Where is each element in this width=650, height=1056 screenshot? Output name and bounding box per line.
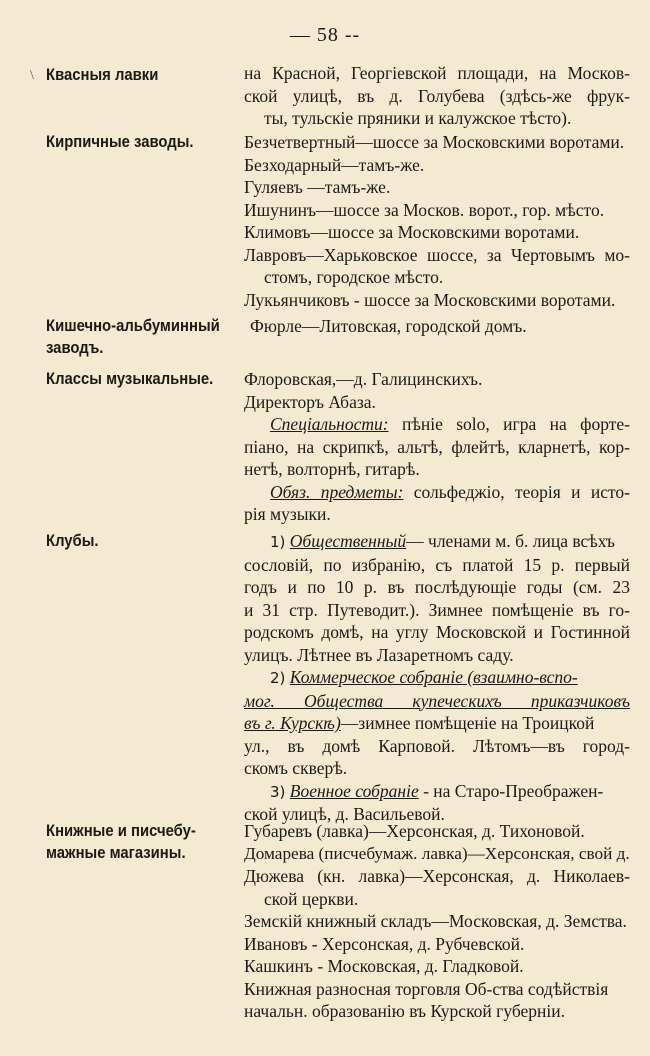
specialties-text: пѣніе solo, игра на форте- bbox=[401, 414, 631, 434]
club-number: 1) bbox=[270, 533, 286, 551]
body-line: начальн. образованію въ Курской губерніи. bbox=[244, 1001, 566, 1021]
club-text: — членами м. б. лица всѣхъ bbox=[406, 531, 615, 551]
entry-title bbox=[46, 368, 222, 390]
body-line: рія музыки. bbox=[244, 504, 331, 524]
club-name: Коммерческое собраніе (взаимно-вспо- bbox=[289, 667, 578, 687]
body-line: скомъ скверѣ. bbox=[244, 758, 348, 778]
body-line: Флоровская,—д. Галицинскихъ. bbox=[244, 369, 483, 389]
body-line: Домарева (писчебумаж. лавка)—Херсонская, свой д. bbox=[244, 843, 630, 863]
body-line: ты, тульскіе пряники и калужское тѣсто). bbox=[264, 108, 572, 128]
entry-body bbox=[244, 530, 630, 826]
body-line: Кашкинъ - Московская, д. Гладковой. bbox=[244, 956, 524, 976]
body-line: Безчетвертный—шоссе за Московскими воротами. bbox=[244, 132, 625, 152]
body-line: Лавровъ—Харьковское шоссе, за Чертовымъ мо- bbox=[244, 244, 630, 265]
title-line: заводъ. bbox=[46, 339, 104, 357]
body-line: ской церкви. bbox=[264, 888, 359, 909]
stray-mark: \ bbox=[30, 68, 34, 83]
body-line: сословій, по избранію, съ платой 15 р. первый bbox=[244, 554, 630, 575]
entry-title bbox=[46, 64, 222, 86]
page-number: — 58 -- bbox=[289, 24, 361, 46]
body-line bbox=[244, 780, 630, 804]
body-line: Дюжева (кн. лавка)—Херсонская, д. Николаев- bbox=[244, 866, 630, 886]
entry-title bbox=[46, 131, 222, 153]
entry-title bbox=[46, 820, 222, 864]
obligatory-label: Обяз. предметы: bbox=[270, 481, 404, 502]
entry-body bbox=[244, 62, 630, 130]
body-line: піано, на скрипкѣ, альтѣ, флейтѣ, кларнетѣ, кор- bbox=[244, 436, 630, 457]
body-line: стомъ, городское мѣсто. bbox=[264, 267, 444, 287]
entry-body bbox=[244, 820, 630, 1023]
body-line: Губаревъ (лавка)—Херсонская, д. Тихоновой. bbox=[244, 821, 585, 841]
body-line: улицъ. Лѣтнее въ Лазаретномъ саду. bbox=[244, 644, 514, 665]
body-line: Земскій книжный складъ—Московская, д. Земства. bbox=[244, 911, 627, 931]
body-line bbox=[244, 666, 630, 690]
obligatory-text: сольфеджіо, теорія и исто- bbox=[413, 481, 631, 502]
title-line: мажные магазины. bbox=[46, 844, 186, 862]
body-line: Ивановъ - Херсонская, д. Рубчевской. bbox=[244, 933, 525, 954]
entry-body bbox=[244, 131, 630, 311]
body-line: ской улицѣ, въ д. Голубева (здѣсь-же фрук- bbox=[244, 85, 630, 106]
specialties-label: Спеціальности: bbox=[270, 414, 389, 434]
title-line: Кирпичные заводы. bbox=[46, 133, 194, 151]
title-line: Клубы. bbox=[46, 532, 99, 550]
club-name: мог. Общества купеческихъ приказчиковъ bbox=[244, 690, 630, 711]
body-line: Директоръ Абаза. bbox=[244, 391, 376, 412]
club-name: Военное собраніе bbox=[289, 780, 419, 801]
title-line: Классы музыкальные. bbox=[46, 370, 214, 388]
body-line bbox=[244, 481, 630, 504]
body-line bbox=[244, 712, 630, 735]
club-number: 2) bbox=[270, 669, 286, 687]
club-text: - на Старо-Преображен- bbox=[423, 780, 604, 801]
club-number: 3) bbox=[270, 782, 286, 801]
title-line: Кишечно-альбуминный bbox=[46, 317, 220, 335]
body-line: нетѣ, волторнѣ, гитарѣ. bbox=[244, 459, 420, 479]
entry-body bbox=[250, 315, 636, 338]
entry-body bbox=[244, 368, 630, 526]
title-line: Квасныя лавки bbox=[46, 66, 159, 84]
entry-title bbox=[46, 530, 222, 552]
body-line bbox=[244, 413, 630, 436]
body-line: на Красной, Георгіевской площади, на Москов- bbox=[244, 63, 630, 83]
club-text: —зимнее помѣщеніе на Троицкой bbox=[340, 713, 595, 733]
entry-title bbox=[46, 315, 222, 359]
body-line: годъ и по 10 р. въ послѣдующіе годы (см. 23 bbox=[244, 577, 630, 597]
body-line: и 31 стр. Путеводит.). Зимнее помѣщеніе въ го- bbox=[244, 599, 630, 620]
body-line: Фюрле—Литовская, городской домъ. bbox=[250, 316, 527, 336]
body-line bbox=[244, 530, 630, 554]
club-name: въ г. Курскѣ) bbox=[244, 713, 341, 733]
body-line: ской улицѣ, д. Васильевой. bbox=[244, 804, 445, 824]
body-line: Ишунинъ—шоссе за Москов. ворот., гор. мѣсто. bbox=[244, 199, 605, 220]
body-line: ул., въ домѣ Карповой. Лѣтомъ—въ город- bbox=[244, 735, 630, 756]
club-name: Общественный bbox=[289, 531, 407, 551]
title-line: Книжные и писчебу- bbox=[46, 822, 196, 840]
body-line: Климовъ—шоссе за Московскими воротами. bbox=[244, 222, 580, 242]
body-line: родскомъ домѣ, на углу Московской и Гостинной bbox=[244, 622, 630, 642]
body-line: Лукьянчиковъ - шоссе за Московскими воротами. bbox=[244, 289, 616, 310]
body-line: Гуляевъ —тамъ-же. bbox=[244, 177, 391, 197]
body-line: Безходарный—тамъ-же. bbox=[244, 154, 425, 175]
body-line: Книжная разносная торговля Об-ства содѣйствія bbox=[244, 978, 609, 999]
